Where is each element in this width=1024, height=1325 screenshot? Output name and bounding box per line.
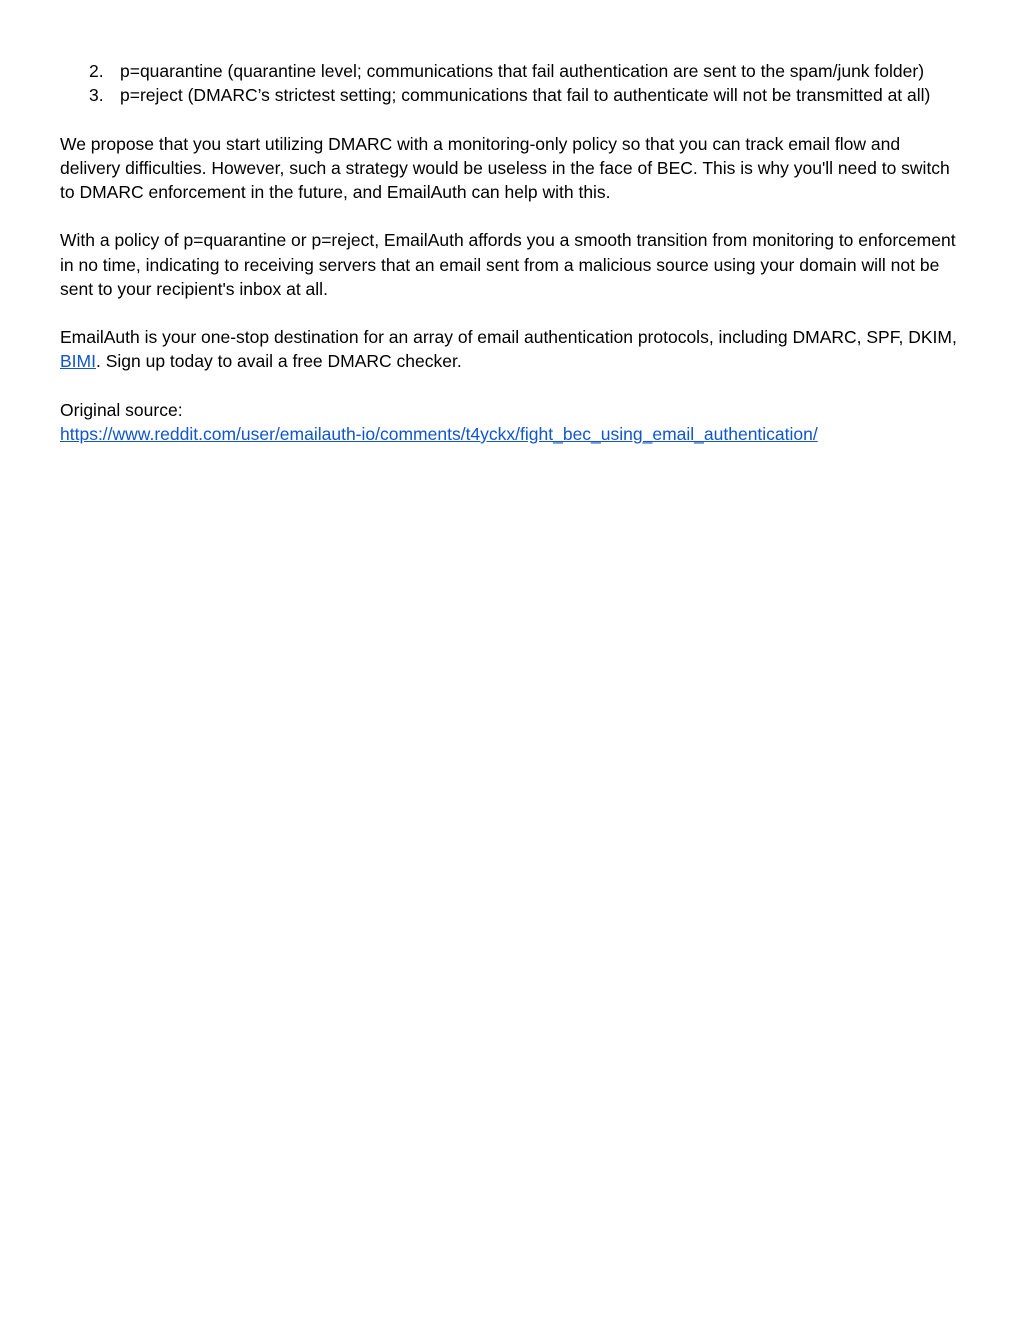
list-item-number: 2. <box>89 61 104 81</box>
document-page <box>60 59 960 446</box>
list-item-number: 3. <box>89 85 104 106</box>
paragraph-text-after-link: . Sign up today to avail a free DMARC checker. <box>95 351 462 372</box>
bimi-link[interactable]: BIMI <box>60 351 96 372</box>
list-item-text: p=quarantine (quarantine level; communications that fail authentication are sent to the spam/junk folder) <box>120 61 925 81</box>
paragraph-monitoring: We propose that you start utilizing DMARC with a monitoring-only policy so that you can track email flow and delivery difficulties. However, such a strategy would be useless in the face of BEC. This is why you'll need to switch to DMARC enforcement in the future, and EmailAuth can help with this. <box>60 133 950 202</box>
source-label: Original source: <box>60 399 183 420</box>
list-item <box>60 59 960 83</box>
list-item-text: p=reject (DMARC’s strictest setting; communications that fail to authenticate will not be transmitted at all) <box>120 85 931 106</box>
list-item <box>60 83 960 107</box>
policy-list <box>60 59 960 107</box>
source-block <box>60 398 960 446</box>
paragraph-enforcement: With a policy of p=quarantine or p=reject, EmailAuth affords you a smooth transition from monitoring to enforcement in no time, indicating to receiving servers that an email sent from a malicious source using your domain will not be sent to your recipient's inbox at all. <box>60 230 956 299</box>
paragraph-emailauth <box>60 325 960 373</box>
paragraph-text-before-link: EmailAuth is your one-stop destination for an array of email authentication protocols, including DMARC, SPF, DKIM, <box>60 327 957 348</box>
source-url-link[interactable]: https://www.reddit.com/user/emailauth-io/comments/t4yckx/fight_bec_using_email_authentication/ <box>60 423 818 444</box>
